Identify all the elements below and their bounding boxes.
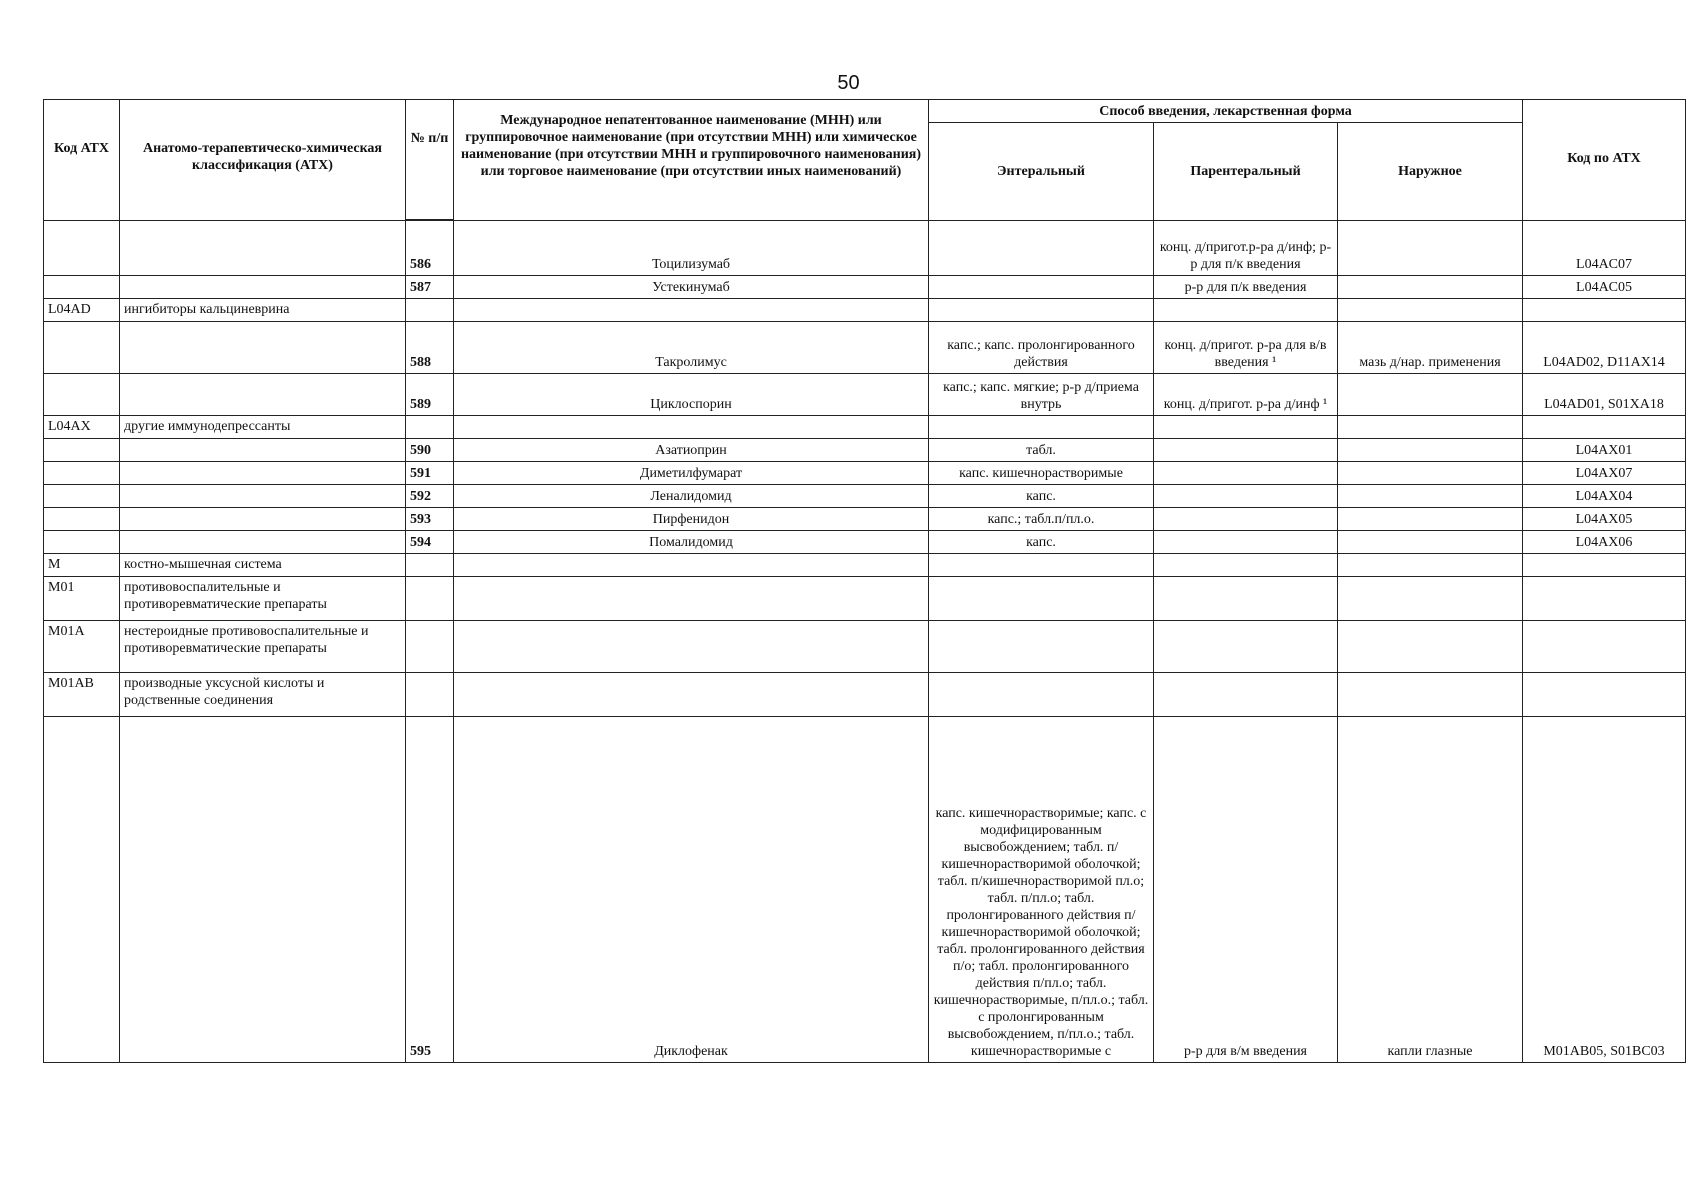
table-row xyxy=(44,276,1686,299)
parenteral-form xyxy=(1154,416,1338,439)
classification-cell xyxy=(120,508,406,531)
atx-code xyxy=(1523,577,1686,621)
table-row xyxy=(44,717,1686,1063)
atx-code-cell xyxy=(44,508,120,531)
row-number: 587 xyxy=(406,276,454,299)
row-number: 588 xyxy=(406,322,454,374)
row-number xyxy=(406,577,454,621)
atx-code-cell: M01A xyxy=(44,621,120,673)
drug-name: Азатиоприн xyxy=(454,439,929,462)
parenteral-form xyxy=(1154,531,1338,554)
external-form: мазь д/нар. применения xyxy=(1338,322,1523,374)
table-row xyxy=(44,322,1686,374)
atx-code-cell: M01 xyxy=(44,577,120,621)
external-form xyxy=(1338,276,1523,299)
atx-code: L04AD02, D11AX14 xyxy=(1523,322,1686,374)
atx-code: L04AC05 xyxy=(1523,276,1686,299)
enteral-form xyxy=(929,673,1154,717)
table-row xyxy=(44,439,1686,462)
header-code-atx: Код АТХ xyxy=(44,100,120,221)
parenteral-form xyxy=(1154,621,1338,673)
enteral-form: табл. xyxy=(929,439,1154,462)
atx-code-cell xyxy=(44,717,120,1063)
enteral-form xyxy=(929,621,1154,673)
row-number: 594 xyxy=(406,531,454,554)
atx-code xyxy=(1523,299,1686,322)
atx-code xyxy=(1523,621,1686,673)
external-form: капли глазные xyxy=(1338,717,1523,1063)
table-row xyxy=(44,374,1686,416)
external-form xyxy=(1338,374,1523,416)
table-row xyxy=(44,221,1686,276)
drug-name: Леналидомид xyxy=(454,485,929,508)
parenteral-form: конц. д/пригот. р-ра для в/в введения ¹ xyxy=(1154,322,1338,374)
atx-code-cell xyxy=(44,462,120,485)
atx-code xyxy=(1523,554,1686,577)
parenteral-form xyxy=(1154,508,1338,531)
parenteral-form xyxy=(1154,439,1338,462)
header-atx-code: Код по АТХ xyxy=(1523,100,1686,221)
external-form xyxy=(1338,554,1523,577)
atx-code-cell xyxy=(44,221,120,276)
parenteral-form xyxy=(1154,554,1338,577)
enteral-form: капс.; капс. пролонгированного действия xyxy=(929,322,1154,374)
classification-cell: другие иммунодепрессанты xyxy=(120,416,406,439)
atx-code: L04AX07 xyxy=(1523,462,1686,485)
parenteral-form xyxy=(1154,673,1338,717)
drug-name: Такролимус xyxy=(454,322,929,374)
drug-name: Пирфенидон xyxy=(454,508,929,531)
atx-code-cell xyxy=(44,531,120,554)
group-row xyxy=(44,554,1686,577)
atx-code-cell xyxy=(44,374,120,416)
classification-cell: ингибиторы кальциневрина xyxy=(120,299,406,322)
row-number: 589 xyxy=(406,374,454,416)
group-row xyxy=(44,577,1686,621)
external-form xyxy=(1338,462,1523,485)
header-external: Наружное xyxy=(1338,123,1523,221)
atx-code-cell xyxy=(44,276,120,299)
group-row xyxy=(44,299,1686,322)
drug-name xyxy=(454,416,929,439)
classification-cell xyxy=(120,322,406,374)
page-number: 50 xyxy=(837,72,860,94)
row-number xyxy=(406,673,454,717)
table-row xyxy=(44,485,1686,508)
enteral-form xyxy=(929,577,1154,621)
classification-cell: костно-мышечная система xyxy=(120,554,406,577)
enteral-form xyxy=(929,554,1154,577)
enteral-form: капс.; капс. мягкие; р-р д/приема внутрь xyxy=(929,374,1154,416)
drug-name: Помалидомид xyxy=(454,531,929,554)
external-form xyxy=(1338,673,1523,717)
classification-cell xyxy=(120,717,406,1063)
atx-code xyxy=(1523,416,1686,439)
drug-name: Тоцилизумаб xyxy=(454,221,929,276)
row-number xyxy=(406,621,454,673)
external-form xyxy=(1338,531,1523,554)
drug-name: Циклоспорин xyxy=(454,374,929,416)
classification-cell xyxy=(120,531,406,554)
drug-name: Диметилфумарат xyxy=(454,462,929,485)
group-row xyxy=(44,673,1686,717)
classification-cell: нестероидные противовоспалительные и противоревматические препараты xyxy=(120,621,406,673)
atx-code: L04AX04 xyxy=(1523,485,1686,508)
atx-code: L04AX06 xyxy=(1523,531,1686,554)
table-row xyxy=(44,462,1686,485)
atx-code-cell xyxy=(44,439,120,462)
enteral-form: капс. кишечнорастворимые xyxy=(929,462,1154,485)
drug-name xyxy=(454,299,929,322)
row-number: 595 xyxy=(406,717,454,1063)
enteral-form xyxy=(929,221,1154,276)
row-number xyxy=(406,416,454,439)
enteral-form xyxy=(929,276,1154,299)
atx-code: L04AX05 xyxy=(1523,508,1686,531)
atx-code: L04AD01, S01XA18 xyxy=(1523,374,1686,416)
header-parenteral: Парентеральный xyxy=(1154,123,1338,221)
atx-code-cell xyxy=(44,485,120,508)
table-row xyxy=(44,531,1686,554)
classification-cell xyxy=(120,485,406,508)
external-form xyxy=(1338,621,1523,673)
table-row xyxy=(44,508,1686,531)
header-classification: Анатомо-терапевтическо-химическая классификация (АТХ) xyxy=(120,100,406,221)
header-enteral: Энтеральный xyxy=(929,123,1154,221)
classification-cell xyxy=(120,276,406,299)
drug-name xyxy=(454,577,929,621)
header-number: № п/п xyxy=(406,100,454,220)
parenteral-form xyxy=(1154,485,1338,508)
atx-code-cell: L04AX xyxy=(44,416,120,439)
enteral-form xyxy=(929,299,1154,322)
header-mnn: Международное непатентованное наименование (МНН) или группировочное наименование (при отсутствии МНН) или химическое наименование (при отсутствии МНН и группировочного наименования) или торговое наименование (при отсутствии иных наименований) xyxy=(454,100,929,221)
enteral-form: капс. xyxy=(929,485,1154,508)
classification-cell xyxy=(120,374,406,416)
group-row xyxy=(44,416,1686,439)
external-form xyxy=(1338,508,1523,531)
external-form xyxy=(1338,439,1523,462)
external-form xyxy=(1338,299,1523,322)
enteral-form: капс.; табл.п/пл.о. xyxy=(929,508,1154,531)
drug-name xyxy=(454,554,929,577)
row-number: 586 xyxy=(406,221,454,276)
atx-code: L04AC07 xyxy=(1523,221,1686,276)
drug-name xyxy=(454,621,929,673)
external-form xyxy=(1338,577,1523,621)
parenteral-form xyxy=(1154,299,1338,322)
drug-name xyxy=(454,673,929,717)
parenteral-form: р-р для п/к введения xyxy=(1154,276,1338,299)
atx-code-cell xyxy=(44,322,120,374)
row-number: 590 xyxy=(406,439,454,462)
parenteral-form xyxy=(1154,577,1338,621)
drug-name: Устекинумаб xyxy=(454,276,929,299)
row-number: 593 xyxy=(406,508,454,531)
row-number: 592 xyxy=(406,485,454,508)
parenteral-form: конц. д/пригот. р-ра д/инф ¹ xyxy=(1154,374,1338,416)
parenteral-form: конц. д/пригот.р-ра д/инф; р-р для п/к введения xyxy=(1154,221,1338,276)
enteral-form xyxy=(929,416,1154,439)
atx-code: L04AX01 xyxy=(1523,439,1686,462)
external-form xyxy=(1338,416,1523,439)
parenteral-form: р-р для в/м введения xyxy=(1154,717,1338,1063)
external-form xyxy=(1338,221,1523,276)
row-number xyxy=(406,299,454,322)
drug-name: Диклофенак xyxy=(454,717,929,1063)
group-row xyxy=(44,621,1686,673)
row-number: 591 xyxy=(406,462,454,485)
atx-code-cell: L04AD xyxy=(44,299,120,322)
atx-code: M01AB05, S01BC03 xyxy=(1523,717,1686,1063)
classification-cell xyxy=(120,221,406,276)
enteral-form: капс. кишечнорастворимые; капс. с модифицированным высвобождением; табл. п/кишечнорастворимой оболочкой; табл. п/кишечнорастворимой пл.о; табл. п/пл.о; табл. пролонгированного действия п/кишечнорастворимой оболочкой; табл. пролонгированного действия п/о; табл. пролонгированного действия п/пл.о; табл. кишечнорастворимые, п/пл.о.; табл. с пролонгированным высвобождением, п/пл.о.; табл. кишечнорастворимые с xyxy=(929,717,1154,1063)
row-number xyxy=(406,554,454,577)
classification-cell xyxy=(120,462,406,485)
atx-code xyxy=(1523,673,1686,717)
classification-cell: противовоспалительные и противоревматические препараты xyxy=(120,577,406,621)
enteral-form: капс. xyxy=(929,531,1154,554)
atx-code-cell: M01AB xyxy=(44,673,120,717)
classification-cell xyxy=(120,439,406,462)
header-route-group: Способ введения, лекарственная форма xyxy=(929,100,1523,123)
external-form xyxy=(1338,485,1523,508)
parenteral-form xyxy=(1154,462,1338,485)
drug-table xyxy=(43,99,1686,1063)
classification-cell: производные уксусной кислоты и родственные соединения xyxy=(120,673,406,717)
atx-code-cell: M xyxy=(44,554,120,577)
